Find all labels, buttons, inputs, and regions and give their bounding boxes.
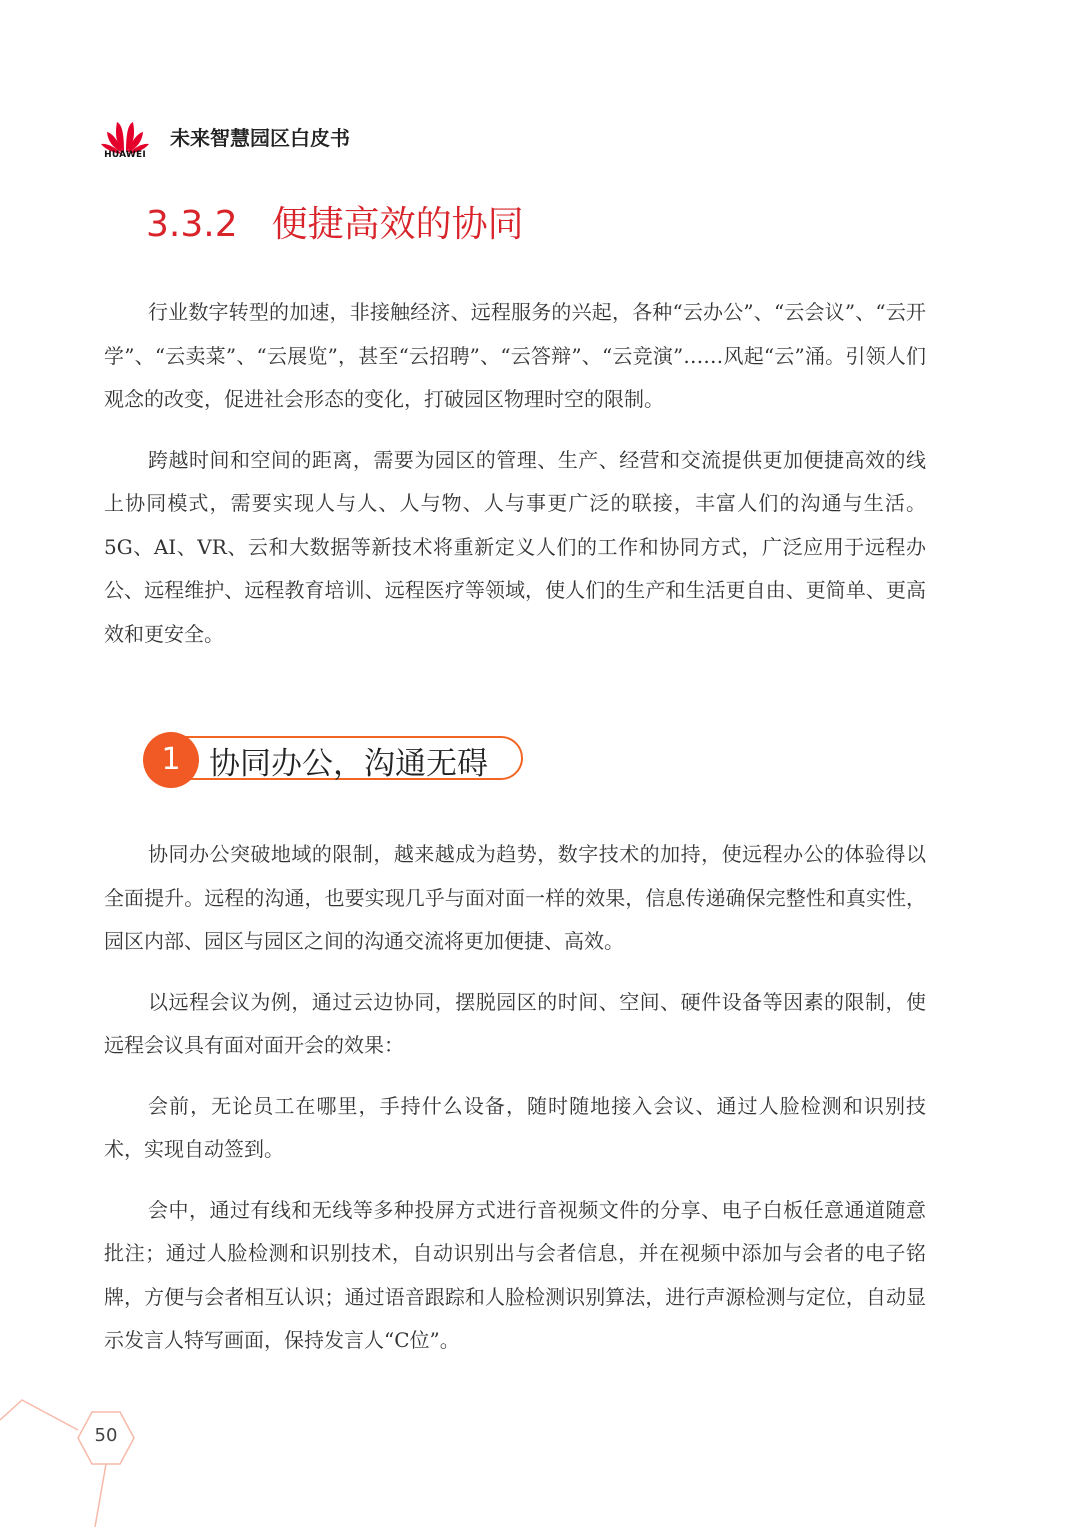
body-text xyxy=(104,833,926,1380)
paragraph: 行业数字转型的加速，非接触经济、远程服务的兴起，各种“云办公”、“云会议”、“云开学”、“云卖菜”、“云展览”，甚至“云招聘”、“云答辩”、“云竞演”……风起“云”涌。引领人们观念的改变，促进社会形态的变化，打破园区物理时空的限制。 xyxy=(104,300,926,411)
subsection-title: 协同办公，沟通无碍 xyxy=(209,746,488,782)
document-title: 未来智慧园区白皮书 xyxy=(170,126,350,150)
section-heading xyxy=(146,196,524,247)
paragraph: 会前，无论员工在哪里，手持什么设备，随时随地接入会议、通过人脸检测和识别技术，实现自动签到。 xyxy=(104,1093,926,1161)
logo-wordmark: HUAWEI xyxy=(104,150,146,160)
section-title: 便捷高效的协同 xyxy=(271,204,524,245)
hexagon-network-icon xyxy=(0,1390,140,1527)
paragraph: 以远程会议为例，通过云边协同，摆脱园区的时间、空间、硬件设备等因素的限制，使远程会议具有面对面开会的效果： xyxy=(104,989,926,1057)
paragraph: 协同办公突破地域的限制，越来越成为趋势，数字技术的加持，使远程办公的体验得以全面提升。远程的沟通，也要实现几乎与面对面一样的效果，信息传递确保完整性和真实性，园区内部、园区与园区之间的沟通交流将更加便捷、高效。 xyxy=(104,842,926,953)
subsection-heading xyxy=(143,732,525,788)
section-number: 3.3.2 xyxy=(146,204,238,245)
page-number: 50 xyxy=(94,1425,118,1446)
intro-text xyxy=(104,291,926,673)
paragraph: 跨越时间和空间的距离，需要为园区的管理、生产、经营和交流提供更加便捷高效的线上协同模式，需要实现人与人、人与物、人与事更广泛的联接，丰富人们的沟通与生活。5G、AI、VR、云和大数据等新技术将重新定义人们的工作和协同方式，广泛应用于远程办公、远程维护、远程教育培训、远程医疗等领域，使人们的生产和生活更自由、更简单、更高效和更安全。 xyxy=(104,447,926,646)
paragraph: 会中，通过有线和无线等多种投屏方式进行音视频文件的分享、电子白板任意通道随意批注；通过人脸检测和识别技术，自动识别出与会者信息，并在视频中添加与会者的电子铭牌，方便与会者相互认识；通过语音跟踪和人脸检测识别算法，进行声源检测与定位，自动显示发言人特写画面，保持发言人“C位”。 xyxy=(104,1197,926,1352)
subsection-number-badge: 1 xyxy=(143,732,199,788)
